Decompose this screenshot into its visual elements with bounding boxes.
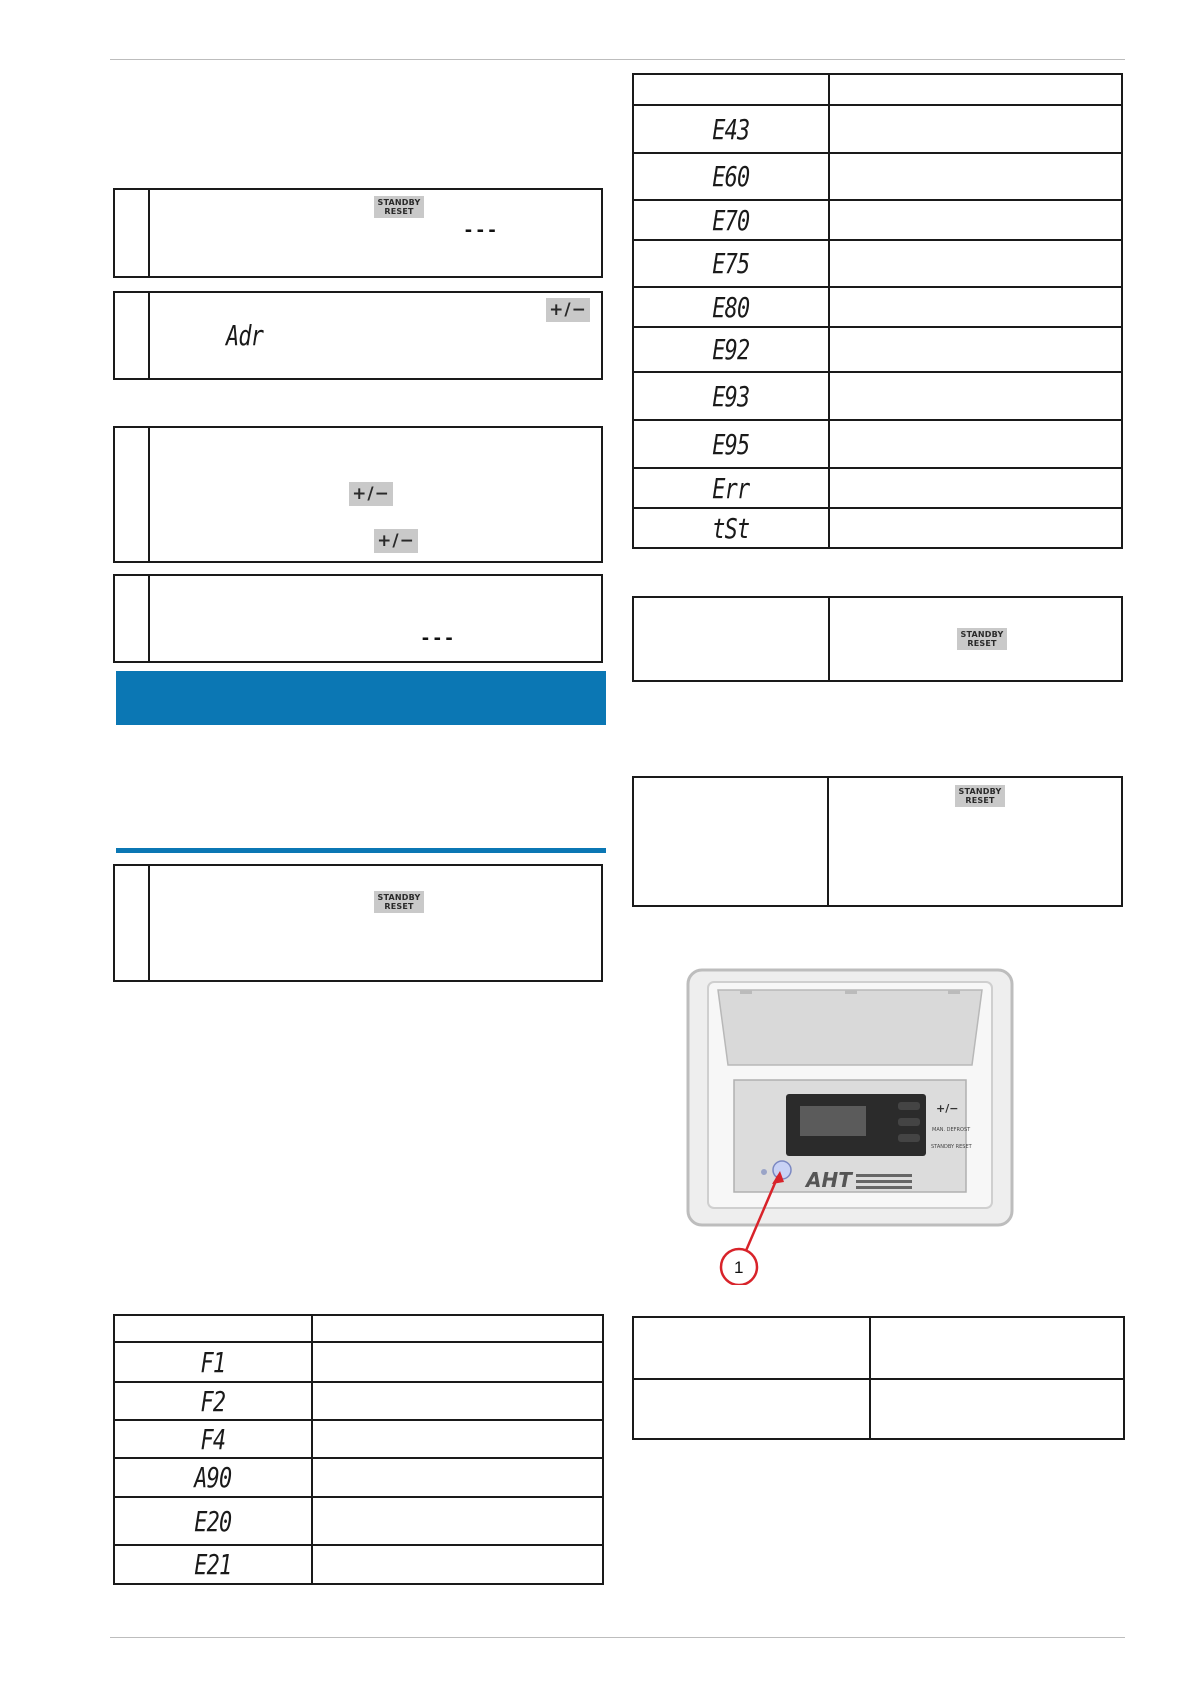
step-number-cell: [115, 866, 150, 980]
step-number-cell: [115, 576, 150, 661]
error-code: E92: [712, 333, 750, 366]
table-row: [633, 1379, 1124, 1439]
subsection-rule: [116, 848, 606, 853]
table-row: [633, 372, 1122, 420]
summary-table: [632, 1316, 1125, 1440]
error-code-table-left: [113, 1314, 604, 1585]
table-header-row: [114, 1315, 603, 1342]
error-code: E21: [194, 1548, 232, 1581]
plus-minus-button: +/−: [349, 482, 393, 506]
lid: [718, 990, 982, 1065]
table-row: [114, 1497, 603, 1545]
controller-figure: [660, 960, 1030, 1285]
error-code: tSt: [712, 511, 750, 545]
error-code: E75: [712, 247, 750, 280]
display-adr: Adr: [226, 319, 264, 352]
table-row: [633, 508, 1122, 548]
standby-reset-button: STANDBY RESET: [955, 785, 1005, 807]
service-button: [773, 1161, 791, 1179]
display-dashes: ---: [420, 628, 456, 649]
error-code: F2: [200, 1384, 226, 1418]
step-number-cell: [115, 428, 150, 561]
error-code: F4: [200, 1422, 226, 1456]
table-row: [633, 240, 1122, 287]
table-header-row: [633, 74, 1122, 105]
display-dashes: ---: [463, 220, 499, 241]
table-row: [633, 287, 1122, 327]
header-rule: [110, 59, 1125, 60]
table-row: [633, 468, 1122, 508]
instruction-step: [113, 188, 603, 278]
plus-minus-button: +/−: [546, 298, 590, 322]
panel-label-standby: STANDBY RESET: [931, 1144, 972, 1150]
callout-number: 1: [734, 1258, 744, 1277]
table-row: [114, 1382, 603, 1420]
instruction-step: [113, 426, 603, 563]
plus-minus-button: +/−: [374, 529, 418, 553]
error-code-table-right: [632, 73, 1123, 549]
table-row: [114, 1545, 603, 1584]
instruction-step: [113, 574, 603, 663]
error-code: E80: [712, 290, 750, 324]
table-row: [633, 1317, 1124, 1379]
table-row: [633, 105, 1122, 153]
panel-label-defrost: MAN. DEFROST: [932, 1127, 971, 1133]
instruction-step: [113, 864, 603, 982]
error-code: E95: [712, 427, 750, 461]
step-number-cell: [115, 190, 150, 276]
table-row: [633, 153, 1122, 200]
standby-reset-button: STANDBY RESET: [374, 196, 424, 218]
reset-info-box: [632, 596, 1123, 682]
footer-rule: [110, 1637, 1125, 1638]
error-code: E43: [712, 112, 750, 146]
error-code: F1: [200, 1345, 226, 1379]
table-row: [633, 200, 1122, 240]
standby-reset-button: STANDBY RESET: [957, 628, 1007, 650]
reset-info-box: [632, 776, 1123, 907]
standby-reset-button: STANDBY RESET: [374, 891, 424, 913]
table-row: [114, 1458, 603, 1497]
section-banner: [116, 671, 606, 725]
error-code: Err: [712, 471, 750, 505]
table-row: [633, 420, 1122, 468]
instruction-step: [113, 291, 603, 380]
error-code: E60: [712, 160, 750, 193]
table-row: [114, 1342, 603, 1382]
error-code: E70: [712, 203, 750, 237]
error-code: A90: [194, 1461, 232, 1494]
brand-logo: AHT: [806, 1168, 852, 1192]
panel-plus-minus: +/−: [936, 1102, 959, 1115]
error-code: E93: [712, 379, 750, 413]
step-number-cell: [115, 293, 150, 378]
error-code: E20: [194, 1504, 232, 1538]
table-row: [633, 327, 1122, 372]
table-row: [114, 1420, 603, 1458]
